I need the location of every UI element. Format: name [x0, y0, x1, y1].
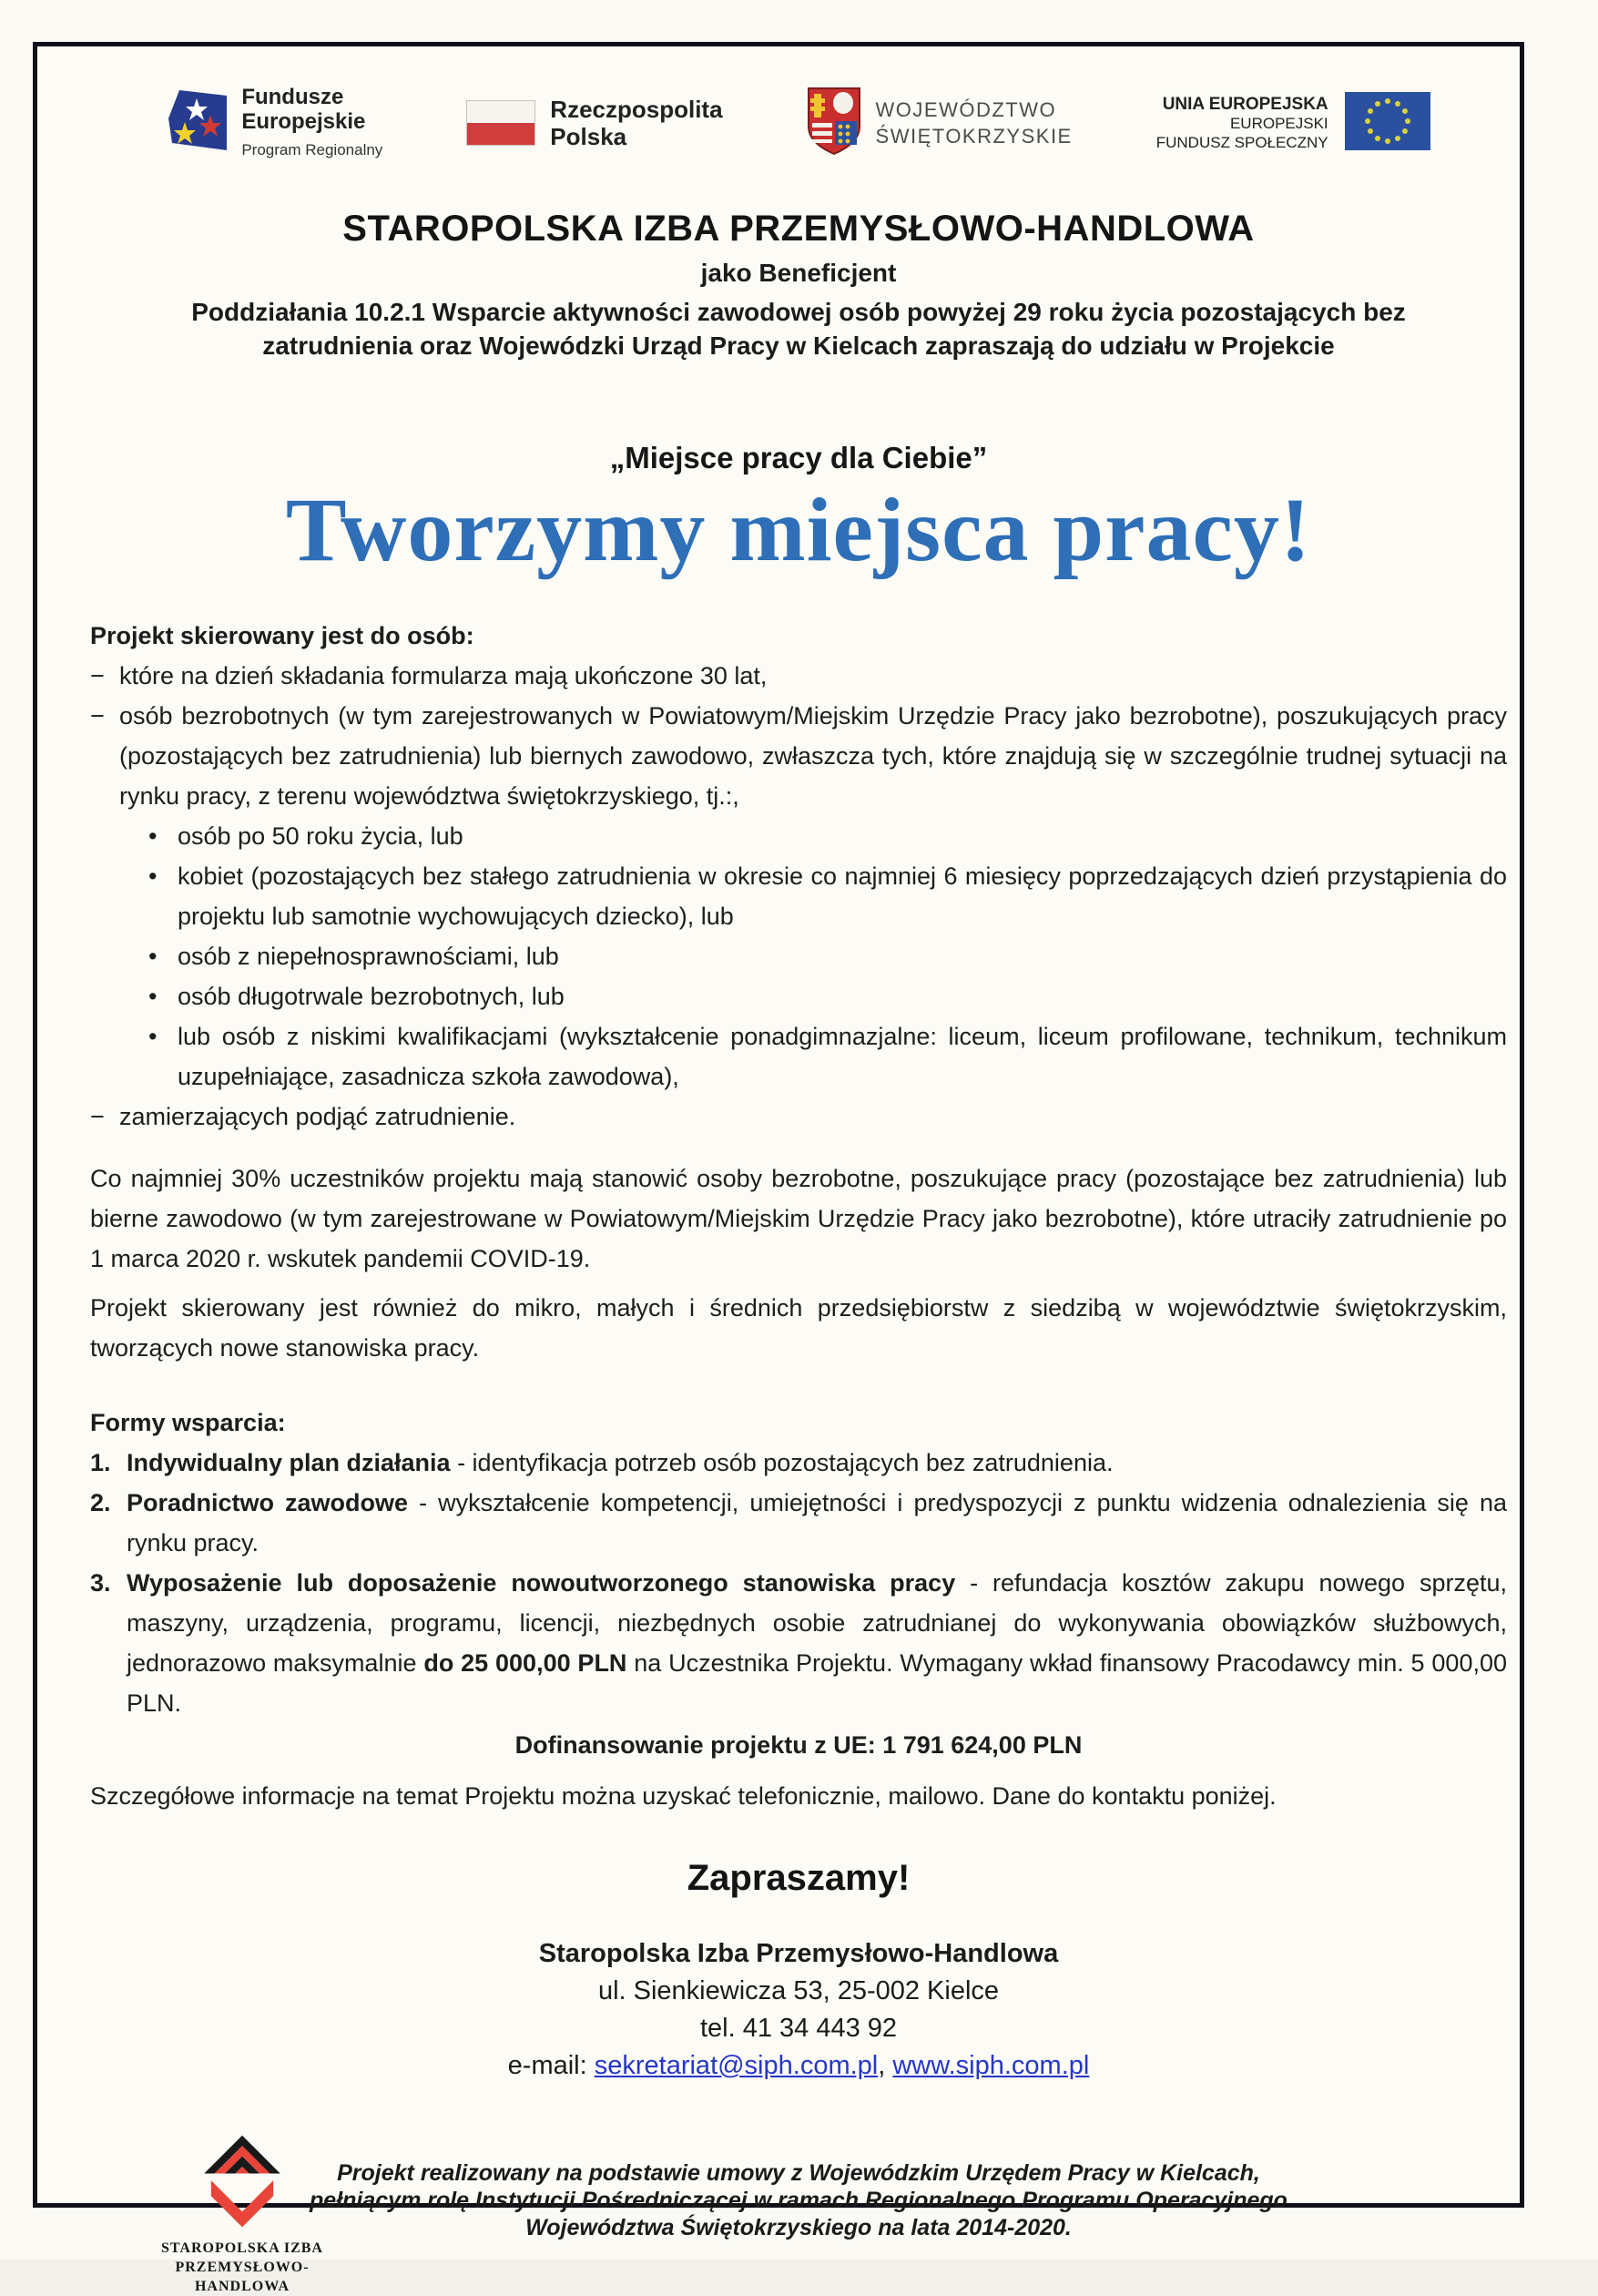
fundusze-europejskie-flag-icon	[167, 86, 227, 161]
forms-list	[90, 1443, 1507, 1723]
paragraph-30-percent: Co najmniej 30% uczestników projektu mają stanowić osoby bezrobotne, poszukujące pracy (pozostające bez zatrudnienia) lub bierne zawodowo (w tym zarejestrowane w Powiatowym/Miejskim Urzędzie Pracy jako bezrobotne), które utraciły zatrudnienie po 1 marca 2020 r. wskutek pandemii COVID-19.	[90, 1165, 1507, 1272]
item-rest: - identyfikacja potrzeb osób pozostających bez zatrudnienia.	[450, 1449, 1114, 1476]
item-lead: Poradnictwo zawodowe	[127, 1489, 409, 1516]
item-amount: do 25 000,00 PLN	[423, 1649, 627, 1677]
item-mid: - refundacja kosztów zakupu nowego sprzętu, maszyny, urządzenia, programu, licencji, niezbędnych osobie zatrudnianej do wykonywania obowiązków służbowych, jednorazowo maksymalnie	[127, 1569, 1508, 1677]
bullet-item-text: osób z niepełnosprawnościami, lub	[178, 943, 559, 970]
swietokrzyskie-crest-icon	[807, 87, 861, 160]
siph-logo-line2: PRZEMYSŁOWO-HANDLOWA	[175, 2260, 310, 2294]
contact-email-line	[90, 2047, 1507, 2085]
dash-item-text: zamierzających podjąć zatrudnienie.	[119, 1103, 516, 1130]
info-paragraph: Szczegółowe informacje na temat Projektu można uzyskać telefonicznie, mailowo. Dane do kontaktu poniżej.	[90, 1782, 1277, 1810]
pl-line2: Polska	[550, 123, 627, 150]
dash-item-text: które na dzień składania formularza mają ukończone 30 lat,	[119, 662, 768, 689]
intro-line-1: Poddziałania 10.2.1 Wsparcie aktywności zawodowej osób powyżej 29 roku życia pozostających bez	[191, 298, 1406, 326]
numbered-item-text	[127, 1483, 1507, 1563]
sw-line2: ŚWIĘTOKRZYSKIE	[875, 125, 1073, 148]
numbered-item	[90, 1563, 1507, 1723]
intro-line-2: zatrudnienia oraz Wojewódzki Urząd Pracy w Kielcach zapraszają do udziału w Projekcie	[262, 332, 1335, 360]
bullet-item	[148, 816, 1507, 856]
email-prefix: e-mail:	[507, 2051, 595, 2080]
bullet-item-text: osób długotrwale bezrobotnych, lub	[178, 983, 565, 1010]
ue-line3: FUNDUSZ SPOŁECZNY	[1155, 133, 1328, 151]
fe-line3: Program Regionalny	[241, 140, 383, 158]
numbered-item-text	[127, 1563, 1507, 1723]
bullet-item	[148, 976, 1507, 1016]
eu-flag-icon	[1345, 92, 1430, 155]
logos-row	[90, 68, 1507, 178]
item-tail: na Uczestnika Projektu. Wymagany wkład finansowy Pracodawcy min. 5 000,00 PLN.	[127, 1649, 1507, 1717]
fe-line2: Europejskie	[241, 108, 366, 134]
bullet-item-text: lub osób z niskimi kwalifikacjami (wykształcenie ponadgimnazjalne: liceum, liceum profilowane, technikum, technikum uzupełniające, zasadnicza szkoła zawodowa),	[178, 1023, 1507, 1090]
bullet-list	[148, 816, 1507, 1097]
footer-note-line3: Województwa Świętokrzyskiego na lata 2014-2020.	[525, 2215, 1072, 2240]
dash-item-text: osób bezrobotnych (w tym zarejestrowanych w Powiatowym/Miejskim Urzędzie Pracy jako bezrobotne), poszukujących pracy (pozostających bez zatrudnienia) lub biernych zawodowo, zwłaszcza tych, które znajdują się w szczególnie trudnej sytuacji na rynku pracy, z terenu województwa świętokrzyskiego, tj.:,	[119, 702, 1507, 810]
bullet-marker: •	[148, 862, 158, 890]
footer-note-line1: Projekt realizowany na podstawie umowy z Wojewódzkim Urzędem Pracy w Kielcach,	[337, 2160, 1260, 2186]
fundusze-europejskie-label	[241, 85, 382, 162]
body-content	[90, 616, 1507, 1816]
logo-wojewodztwo-swietokrzyskie	[807, 87, 1073, 160]
footer-note-line2: pełniącym rolę Instytucji Pośredniczącej w ramach Regionalnego Programu Operacyjnego	[310, 2188, 1288, 2213]
beneficiary-line: jako Beneficjent	[700, 259, 897, 287]
numbered-item-text	[127, 1443, 1507, 1483]
item-rest: - wykształcenie kompetencji, umiejętności i predyspozycji z punktu widzenia odnalezienia się na rynku pracy.	[127, 1489, 1507, 1556]
bullet-item	[148, 936, 1507, 976]
sw-line1: WOJEWÓDZTWO	[875, 98, 1057, 121]
pl-line1: Rzeczpospolita	[550, 96, 723, 123]
dash-marker: −	[90, 702, 105, 730]
paragraph-msp: Projekt skierowany jest również do mikro, małych i średnich przedsiębiorstw z siedzibą w województwie świętokrzyskim, tworzących nowe stanowiska pracy.	[90, 1294, 1507, 1362]
unia-europejska-label	[1156, 95, 1328, 152]
item-lead: Wyposażenie lub doposażenie nowoutworzonego stanowiska pracy	[127, 1569, 956, 1597]
contact-address: ul. Sienkiewicza 53, 25-002 Kielce	[597, 1976, 1000, 2005]
project-quote-title: „Miejsce pracy dla Ciebie”	[609, 441, 988, 475]
closing-invitation: Zapraszamy!	[687, 1858, 911, 1898]
audience-heading: Projekt skierowany jest do osób:	[90, 622, 474, 649]
bullet-marker: •	[148, 822, 158, 850]
footer-note	[90, 2159, 1507, 2241]
wojewodztwo-label	[876, 97, 1073, 149]
dash-item	[90, 696, 1507, 816]
dash-marker: −	[90, 662, 105, 689]
website-link[interactable]: www.siph.com.pl	[892, 2051, 1090, 2080]
item-lead: Indywidualny plan działania	[127, 1449, 451, 1476]
ue-line2: EUROPEJSKI	[1229, 114, 1328, 132]
bullet-item	[148, 1016, 1507, 1097]
contact-phone: tel. 41 34 443 92	[699, 2014, 898, 2043]
bullet-item-text: kobiet (pozostających bez stałego zatrudnienia w okresie co najmniej 6 miesięcy poprzedzających dzień przystąpienia do projektu lub samotnie wychowujących dziecko), lub	[178, 862, 1507, 930]
dash-marker: −	[90, 1103, 105, 1130]
logo-rzeczpospolita-polska	[466, 96, 722, 150]
logo-fundusze-europejskie	[167, 85, 382, 162]
intro-paragraph	[90, 295, 1507, 362]
bullet-marker: •	[148, 983, 158, 1010]
email-link[interactable]: sekretariat@siph.com.pl	[594, 2051, 879, 2080]
forms-heading: Formy wsparcia:	[90, 1409, 286, 1436]
item-number: 1.	[90, 1449, 111, 1476]
email-separator: ,	[878, 2051, 893, 2080]
polska-label	[550, 96, 722, 150]
contact-name: Staropolska Izba Przemysłowo-Handlowa	[538, 1939, 1059, 1968]
item-number: 3.	[90, 1569, 111, 1597]
dash-item	[90, 1097, 1507, 1137]
numbered-item	[90, 1483, 1507, 1563]
dash-item	[90, 656, 1507, 696]
bullet-marker: •	[148, 943, 158, 970]
poland-flag-icon	[466, 100, 535, 146]
footer	[90, 2132, 1507, 2294]
siph-logo-line1: STAROPOLSKA IZBA	[161, 2240, 323, 2256]
ue-line1: UNIA EUROPEJSKA	[1162, 94, 1328, 114]
page-border-frame	[33, 42, 1524, 2294]
bullet-item	[148, 856, 1507, 936]
bullet-marker: •	[148, 1023, 158, 1050]
main-title: Tworzymy miejsca pracy!	[285, 479, 1312, 580]
logo-unia-europejska	[1156, 92, 1430, 155]
contact-block	[90, 1935, 1507, 2085]
funding-line: Dofinansowanie projektu z UE: 1 791 624,00 PLN	[514, 1731, 1083, 1759]
item-number: 2.	[90, 1489, 111, 1516]
fe-line1: Fundusze	[241, 84, 344, 109]
organization-title: STAROPOLSKA IZBA PRZEMYSŁOWO-HANDLOWA	[342, 209, 1255, 249]
numbered-item	[90, 1443, 1507, 1483]
bullet-item-text: osób po 50 roku życia, lub	[178, 822, 463, 850]
